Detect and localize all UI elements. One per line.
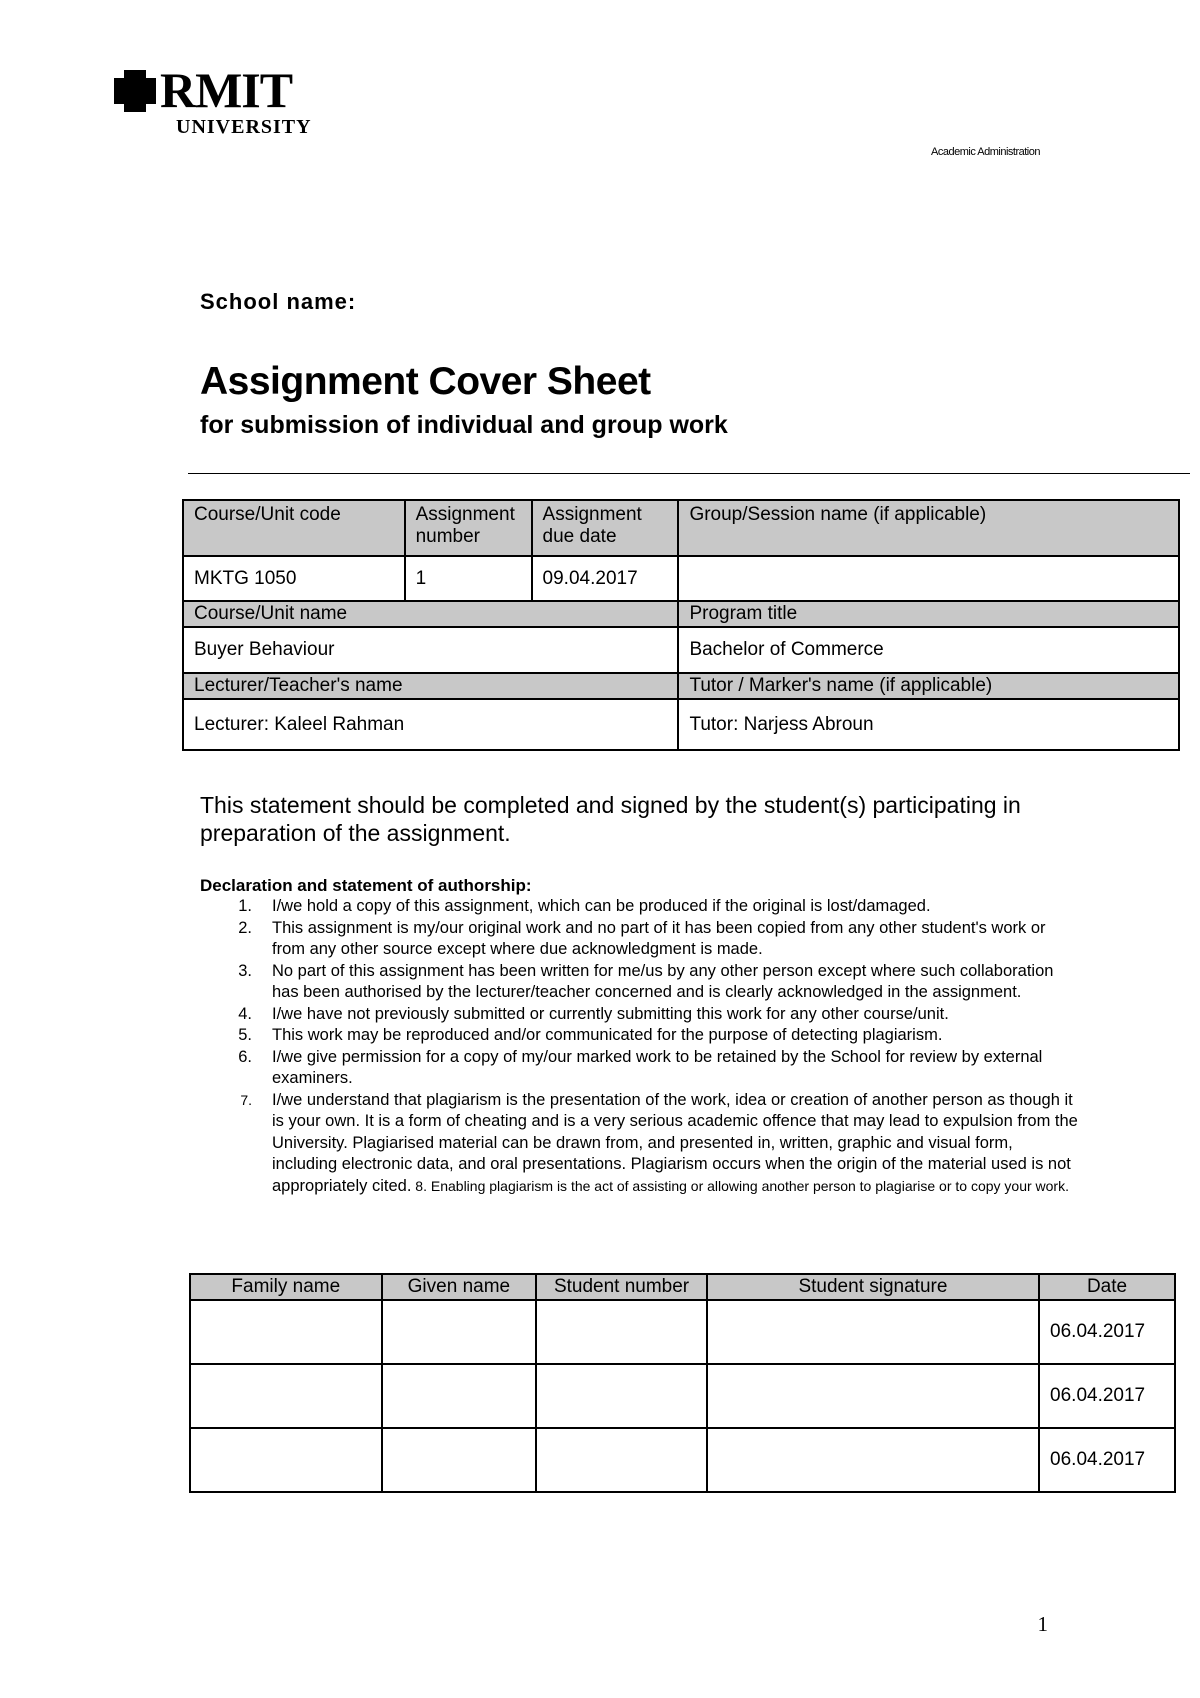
list-number: 4. [238,1004,252,1023]
declaration-heading: Declaration and statement of authorship: [200,876,532,895]
program-title-header: Program title [678,601,1179,627]
group-name-value[interactable] [678,556,1179,601]
list-number: 5. [238,1026,252,1044]
list-number: 2. [238,918,252,937]
completion-statement: This statement should be completed and signed by the student(s) participating in preparation of the assignment. [200,792,1021,846]
assignment-info-table [182,499,1180,751]
course-code-header: Course/Unit code [183,500,405,556]
table-row [190,1364,1175,1428]
logo-subtitle: UNIVERSITY [176,116,312,138]
tutor-header: Tutor / Marker's name (if applicable) [678,673,1179,699]
student-number-header: Student number [536,1274,707,1300]
student-signature-header: Student signature [707,1274,1039,1300]
course-code-value[interactable]: MKTG 1050 [183,556,405,601]
list-text: I/we have not previously submitted or currently submitting this work for any other course/unit. [272,1004,949,1023]
assignment-number-value[interactable]: 1 [405,556,532,601]
tutor-value[interactable]: Tutor: Narjess Abroun [678,699,1179,750]
date-header: Date [1039,1274,1175,1300]
student-signature-cell[interactable] [707,1300,1039,1364]
student-number-cell[interactable] [536,1364,707,1428]
list-item [200,1047,1080,1090]
course-name-value[interactable]: Buyer Behaviour [183,627,678,673]
list-item [200,961,1080,1004]
rmit-pixel-icon [112,68,158,114]
list-text: No part of this assignment has been written for me/us by any other person except where such collaboration has been authorised by the lecturer/teacher concerned and is clearly acknowledged in the assignment. [272,961,1054,1001]
list-text: This work may be reproduced and/or communicated for the purpose of detecting plagiarism. [272,1026,943,1044]
page-title: Assignment Cover Sheet [200,360,651,403]
declaration-list [200,896,1080,1197]
list-text: I/we hold a copy of this assignment, which can be produced if the original is lost/damaged. [272,897,931,915]
family-name-cell[interactable] [190,1428,382,1492]
given-name-cell[interactable] [382,1300,537,1364]
list-number: 7. [240,1091,252,1108]
group-name-header: Group/Session name (if applicable) [678,500,1179,556]
enabling-plagiarism-note: 8. Enabling plagiarism is the act of assisting or allowing another person to plagiarise or to copy your work. [411,1177,1069,1194]
list-text: This assignment is my/our original work and no part of it has been copied from any other student's work or from any other source except where due acknowledgment is made. [272,918,1046,958]
due-date-value[interactable]: 09.04.2017 [532,556,679,601]
date-cell[interactable]: 06.04.2017 [1039,1364,1175,1428]
list-text [272,1090,1080,1198]
given-name-header: Given name [382,1274,537,1300]
lecturer-value[interactable]: Lecturer: Kaleel Rahman [183,699,678,750]
table-row [190,1300,1175,1364]
list-number: 3. [238,961,252,980]
given-name-cell[interactable] [382,1364,537,1428]
list-number: 6. [238,1047,252,1066]
date-cell[interactable]: 06.04.2017 [1039,1300,1175,1364]
list-item [200,1004,1080,1026]
logo-wordmark: RMIT [160,62,293,118]
page-number: 1 [1037,1612,1048,1636]
list-number: 1. [238,897,252,915]
student-signature-table [189,1273,1176,1493]
family-name-header: Family name [190,1274,382,1300]
course-name-header: Course/Unit name [183,601,678,627]
school-name-label: School name: [200,289,357,314]
list-item [200,1090,1080,1198]
list-item [200,896,1080,918]
family-name-cell[interactable] [190,1364,382,1428]
list-text: I/we give permission for a copy of my/our marked work to be retained by the School for review by external examiners. [272,1047,1043,1087]
lecturer-header: Lecturer/Teacher's name [183,673,678,699]
page-subtitle: for submission of individual and group work [200,411,728,439]
given-name-cell[interactable] [382,1428,537,1492]
student-number-cell[interactable] [536,1428,707,1492]
date-cell[interactable]: 06.04.2017 [1039,1428,1175,1492]
rmit-logo [112,62,322,142]
list-item [200,1025,1080,1047]
table-row [190,1428,1175,1492]
student-signature-cell[interactable] [707,1428,1039,1492]
program-title-value[interactable]: Bachelor of Commerce [678,627,1179,673]
department-label: Academic Administration [931,146,1040,158]
family-name-cell[interactable] [190,1300,382,1364]
student-signature-cell[interactable] [707,1364,1039,1428]
due-date-header: Assignment due date [532,500,679,556]
plagiarism-definition: I/we understand that plagiarism is the presentation of the work, idea or creation of another person as though it is your own. It is a form of cheating and is a very serious academic offence that may lead to expulsion from the University. Plagiarised material can be drawn from, and presented in, written, graphic and visual form, including electronic data, and oral presentations. Plagiarism occurs when the origin of the material used is not appropriately cited. [272,1090,1078,1195]
divider [188,473,1190,474]
list-item [200,918,1080,961]
assignment-number-header: Assignment number [405,500,532,556]
student-number-cell[interactable] [536,1300,707,1364]
